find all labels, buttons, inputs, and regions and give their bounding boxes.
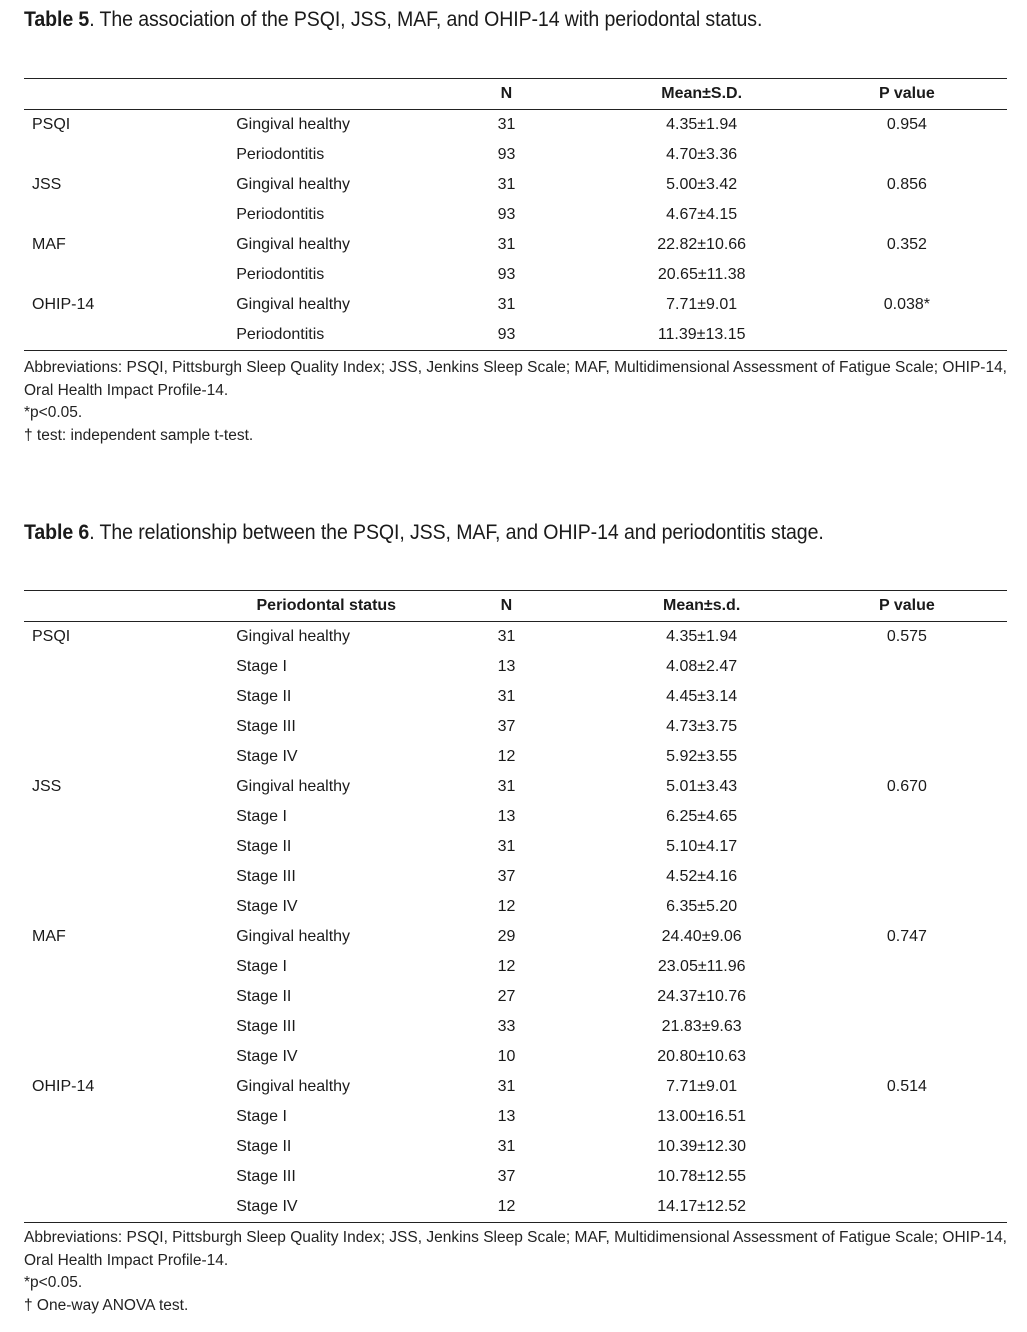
table-cell-group: Gingival healthy [236,296,351,313]
table-cell-group: Stage IV [236,748,298,765]
table-cell-measure [24,862,236,892]
table-cell-n: 93 [497,206,516,223]
table-cell-measure [24,802,236,832]
table6-header-row [24,591,1007,622]
table6-header-group: Periodontal status [236,591,416,622]
table-cell-p [807,652,1007,682]
table-cell-mean: 23.05±11.96 [657,958,746,975]
table-cell-measure [24,712,236,742]
table-cell-measure [24,742,236,772]
table-cell-measure [24,1012,236,1042]
table5-caption-label: Table 5 [24,8,90,31]
table5-body [24,110,1007,351]
table-cell-mean: 4.67±4.15 [666,206,738,223]
table-cell-measure [24,1102,236,1132]
table-row [24,982,1007,1012]
table-cell-p [807,140,1007,170]
table-cell-mean: 4.35±1.94 [666,628,738,645]
table6 [24,590,1007,1223]
table-cell-n: 29 [497,928,516,945]
table-cell-n: 31 [497,176,516,193]
table5-header-group [236,79,416,110]
table-cell-mean: 4.52±4.16 [666,868,738,885]
table-cell-group: Stage III [236,1018,296,1035]
table-cell-group: Stage III [236,868,296,885]
table-row [24,110,1007,141]
table-cell-p [807,982,1007,1012]
table-cell-n: 31 [497,688,516,705]
table-cell-n: 31 [497,838,516,855]
table5 [24,78,1007,351]
table-cell-measure [24,1042,236,1072]
table-cell-p [807,712,1007,742]
table-cell-measure [24,260,236,290]
table6-body [24,622,1007,1223]
table-cell-group: Gingival healthy [236,928,351,945]
table-cell-mean: 11.39±13.15 [597,320,807,351]
table5-header-mean: Mean±S.D. [597,79,807,110]
table-row [24,772,1007,802]
table-cell-mean: 10.39±12.30 [657,1138,747,1155]
table-cell-group: Stage II [236,1138,292,1155]
table-cell-p: 0.514 [886,1078,927,1095]
table-cell-measure [24,682,236,712]
table-cell-measure [24,1192,236,1223]
table-cell-group: Stage III [236,1168,296,1185]
table-cell-group: Stage I [236,808,287,825]
table-cell-measure: JSS [32,778,62,795]
table-cell-n: 12 [497,958,516,975]
table-cell-group: Stage IV [236,1192,416,1223]
table-cell-n: 93 [497,266,516,283]
table-row [24,622,1007,653]
table-cell-group: Gingival healthy [236,628,351,645]
table6-note-test: † One-way ANOVA test. [24,1296,189,1314]
table-cell-p [807,832,1007,862]
table-cell-mean: 7.71±9.01 [666,1078,738,1095]
table-cell-p [807,200,1007,230]
table5-note-significance: *p<0.05. [24,404,83,421]
table-cell-mean: 20.80±10.63 [657,1048,747,1065]
table-cell-measure [24,832,236,862]
table-cell-group: Stage III [236,718,296,735]
table-cell-measure [24,320,236,351]
table-cell-group: Stage II [236,988,292,1005]
table-cell-mean: 20.65±11.38 [657,266,746,283]
table-row [24,1162,1007,1192]
table-row [24,892,1007,922]
table-cell-measure: MAF [32,236,66,253]
table6-header-p: P value [807,591,1007,622]
table-row [24,140,1007,170]
table-cell-mean: 4.35±1.94 [666,116,738,133]
table-row [24,742,1007,772]
table-cell-group: Stage II [236,688,292,705]
table-cell-group: Periodontitis [236,146,325,163]
table-cell-group: Periodontitis [236,206,325,223]
table-cell-p: 0.670 [886,778,927,795]
table-cell-p: 0.856 [886,176,927,193]
table5-note-abbreviations: Abbreviations: PSQI, Pittsburgh Sleep Quality Index; JSS, Jenkins Sleep Scale; MAF, Multidimensional Assessment of Fatigue Scale; OHIP-14, Oral Health Impact Profile-14. [24,359,1007,399]
table-cell-mean: 4.08±2.47 [666,658,738,675]
table-cell-mean: 6.25±4.65 [666,808,738,825]
table-row [24,802,1007,832]
table-cell-p: 0.954 [886,116,927,133]
table-cell-p [807,892,1007,922]
table6-notes [24,1227,1007,1317]
table-cell-n: 13 [497,658,516,675]
table-cell-group: Stage IV [236,1048,298,1065]
table-cell-p [807,682,1007,712]
table-row [24,952,1007,982]
table-cell-measure [24,1132,236,1162]
table-row [24,1102,1007,1132]
table-cell-n: 31 [497,236,516,253]
table-cell-group: Periodontitis [236,266,325,283]
table-cell-measure: OHIP-14 [32,296,95,313]
table-cell-n: 37 [497,1168,516,1185]
table-cell-measure [24,652,236,682]
table-cell-n: 31 [497,628,516,645]
table-row [24,230,1007,260]
table-cell-mean: 6.35±5.20 [666,898,738,915]
table-cell-n: 13 [497,1108,516,1125]
table-cell-measure [24,982,236,1012]
table-cell-group: Stage I [236,958,287,975]
table-cell-p [807,320,1007,351]
table-cell-measure [24,952,236,982]
table-row [24,862,1007,892]
table-row [24,260,1007,290]
table-row [24,1072,1007,1102]
table-cell-mean: 4.70±3.36 [666,146,738,163]
table-cell-measure [24,1162,236,1192]
table-row [24,922,1007,952]
table-cell-n: 12 [416,1192,596,1223]
table5-notes [24,357,1007,447]
table-cell-p [807,1012,1007,1042]
table-cell-n: 12 [497,748,516,765]
table-cell-mean: 24.37±10.76 [657,988,747,1005]
table-cell-group: Gingival healthy [236,778,351,795]
table6-header-mean: Mean±s.d. [597,591,807,622]
table-cell-group: Gingival healthy [236,176,351,193]
table-cell-p [807,1042,1007,1072]
table-cell-n: 27 [497,988,516,1005]
table5-header-measure [24,79,236,110]
table-cell-group: Stage I [236,1108,287,1125]
table-row [24,320,1007,351]
table-row [24,832,1007,862]
table-cell-p [807,862,1007,892]
table6-note-abbreviations: Abbreviations: PSQI, Pittsburgh Sleep Quality Index; JSS, Jenkins Sleep Scale; MAF, Multidimensional Assessment of Fatigue Scale; OHIP-14, Oral Health Impact Profile-14. [24,1229,1007,1269]
table-cell-n: 37 [497,868,516,885]
table-cell-measure: JSS [32,176,62,193]
table-cell-p: 0.352 [886,236,927,253]
table-cell-n: 10 [497,1048,516,1065]
table-cell-group: Stage II [236,838,292,855]
table-cell-group: Stage I [236,658,287,675]
table-cell-mean: 10.78±12.55 [657,1168,747,1185]
table-cell-mean: 4.45±3.14 [666,688,738,705]
table-row [24,652,1007,682]
table-cell-mean: 21.83±9.63 [661,1018,742,1035]
table5-header-p: P value [807,79,1007,110]
table-cell-mean: 13.00±16.51 [657,1108,747,1125]
table5-header-row [24,79,1007,110]
table-cell-n: 31 [497,1078,516,1095]
table-cell-mean: 14.17±12.52 [597,1192,807,1223]
table-cell-p [807,1162,1007,1192]
table-cell-n: 93 [497,146,516,163]
table-row [24,1192,1007,1223]
table5-caption [24,8,762,32]
table-cell-mean: 5.00±3.42 [666,176,738,193]
table-cell-p [807,742,1007,772]
table-cell-n: 13 [497,808,516,825]
table-row [24,682,1007,712]
table-cell-group: Gingival healthy [236,236,351,253]
table-cell-mean: 5.10±4.17 [666,838,738,855]
table-cell-mean: 22.82±10.66 [657,236,747,253]
table6-caption [24,521,824,545]
table-cell-n: 31 [497,778,516,795]
table-cell-p [807,260,1007,290]
table5-note-test: † test: independent sample t-test. [24,426,254,444]
table6-caption-text: . The relationship between the PSQI, JSS, MAF, and OHIP-14 and periodontitis stage. [89,521,824,544]
table-cell-group: Stage IV [236,898,298,915]
table-cell-n: 37 [497,718,516,735]
table-cell-measure [24,892,236,922]
table6-header-measure [24,591,236,622]
table6-caption-label: Table 6 [24,521,90,544]
table-row [24,200,1007,230]
table-cell-mean: 5.01±3.43 [666,778,738,795]
table5-caption-text: . The association of the PSQI, JSS, MAF, and OHIP-14 with periodontal status. [89,8,763,31]
table-cell-n: 31 [497,296,516,313]
table-cell-p [807,802,1007,832]
table-cell-n: 33 [497,1018,516,1035]
table-cell-mean: 24.40±9.06 [661,928,742,945]
table-cell-measure: PSQI [32,116,71,133]
table-row [24,1012,1007,1042]
table-cell-measure: MAF [32,928,66,945]
table-cell-p [807,1192,1007,1223]
table-cell-p: 0.747 [886,928,927,945]
table-cell-n: 12 [497,898,516,915]
table-row [24,712,1007,742]
table-row [24,170,1007,200]
table-cell-group: Periodontitis [236,320,416,351]
table-cell-n: 31 [497,116,516,133]
table-cell-measure: OHIP-14 [32,1078,95,1095]
table-cell-n: 93 [416,320,596,351]
table-row [24,290,1007,320]
table-cell-measure: PSQI [32,628,71,645]
table-cell-group: Gingival healthy [236,1078,351,1095]
table-row [24,1042,1007,1072]
table-cell-p [807,1132,1007,1162]
table-cell-p: 0.575 [886,628,927,645]
table5-header-n: N [416,79,596,110]
table-cell-measure [24,140,236,170]
table-cell-p: 0.038* [883,296,930,313]
table-cell-group: Gingival healthy [236,116,351,133]
table-cell-n: 31 [497,1138,516,1155]
table-cell-mean: 4.73±3.75 [666,718,738,735]
table-cell-measure [24,200,236,230]
table-cell-mean: 5.92±3.55 [666,748,738,765]
table-cell-mean: 7.71±9.01 [666,296,738,313]
table6-header-n: N [416,591,596,622]
table-cell-p [807,952,1007,982]
table-row [24,1132,1007,1162]
table6-note-significance: *p<0.05. [24,1274,83,1291]
table-cell-p [807,1102,1007,1132]
